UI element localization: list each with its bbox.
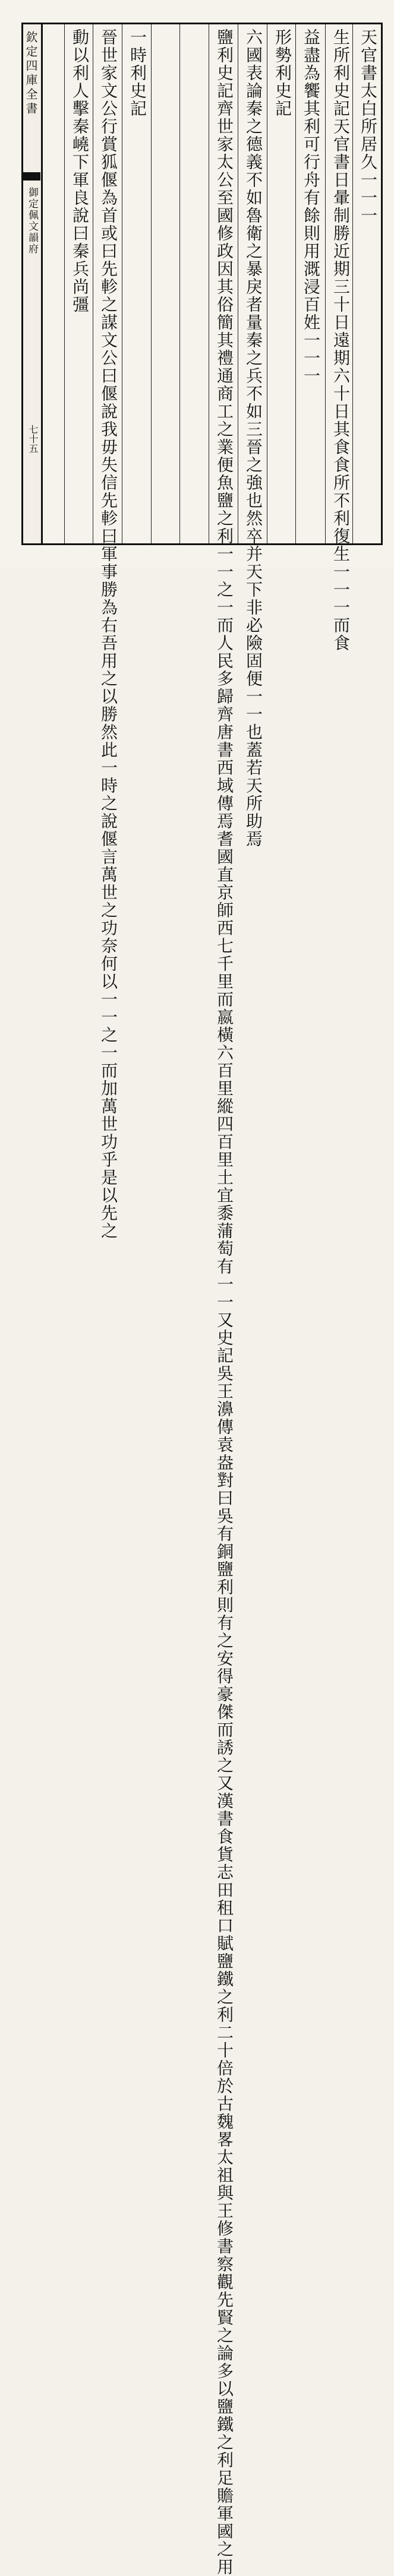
text-column-1: 天官書太白所居久一一一 — [358, 29, 378, 224]
text-column-2: 生所利史記天官書日暈制勝近期三十日遠期六十日其食食所不利復生一一一而食 — [331, 29, 351, 652]
text-column-10 — [43, 29, 63, 539]
text-column-8: 晉世家文公行賞狐偃為首或曰先軫之謀文公曰偃說我毋失信先軫曰軍事勝為右吾用之以勝然此一時之說偃言萬世之功奈何以一一之一而加萬世功乎是以先之 — [99, 29, 118, 1240]
text-column-4: 形勢利史記 — [273, 29, 292, 118]
book-title: 欽定四庫全書 — [24, 31, 38, 116]
text-column-3: 益盡為饗其利可行舟有餘則用溉浸百姓一一一 — [301, 29, 321, 385]
text-column-7: 一時利史記 — [128, 29, 147, 118]
column-rule — [325, 24, 326, 543]
book-subtitle: 御定佩文韻府 — [26, 187, 38, 255]
column-rule — [352, 24, 353, 543]
text-column-9: 動以利人擊秦嶢下軍良說曰秦兵尚彊 — [70, 29, 90, 314]
column-rule — [295, 24, 296, 543]
text-column-5: 六國表論秦之德義不如魯衛之暴戾者量秦之兵不如三晉之強也然卒并天下非必險固便一一也蓋若天所助焉 — [244, 29, 263, 848]
text-column-6: 鹽利史記齊世家太公至國修政因其俗簡其禮通商工之業便魚鹽之利一一之一而人民多歸齊唐書西域傳焉耆國直京師西七千里而嬴橫六百里縱四百里土宜黍蒲萄有一一又史記吳王濞傳袁盎對曰吳有銅鹽利則有之安得豪傑而誘之又漢書食貨志田租口賦鹽鐵之利二十倍於古魏畧太祖與王修書察觀先賢之論多以鹽鐵之利足贍軍國之用 — [215, 29, 234, 2576]
column-rule — [151, 24, 152, 543]
column-rule — [64, 24, 65, 543]
page-number: 七十五 — [27, 425, 39, 453]
column-rule — [179, 24, 180, 543]
